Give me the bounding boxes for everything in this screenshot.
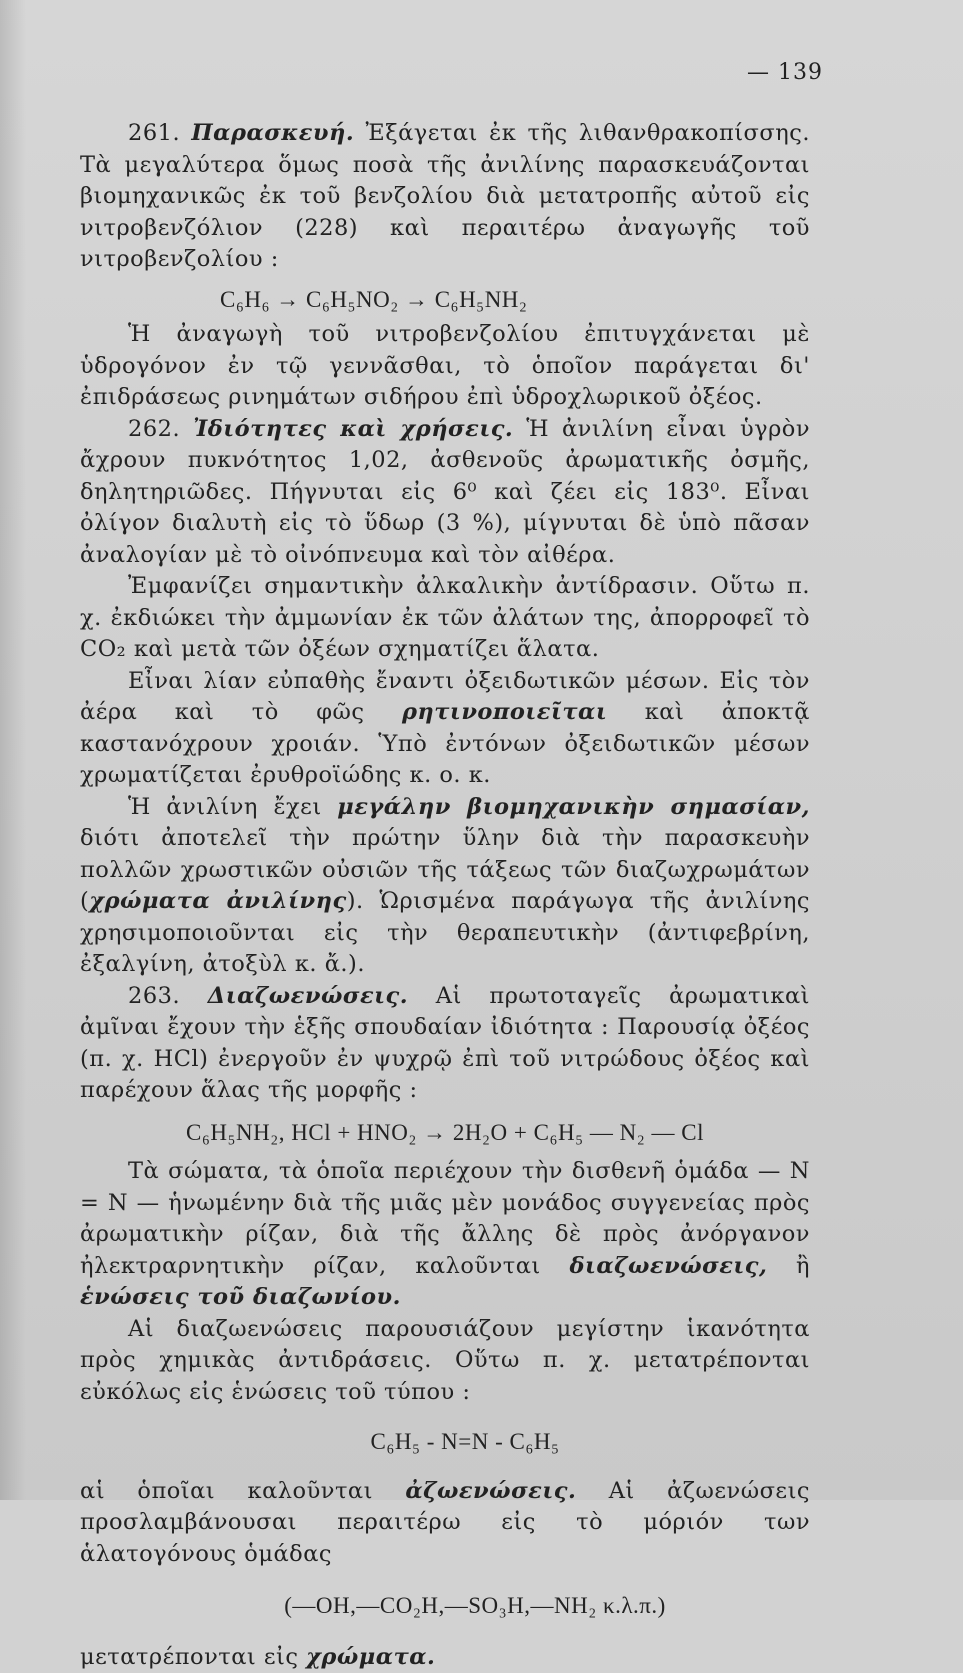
paragraph-263 bbox=[80, 981, 810, 1107]
emphasis-text: διαζωενώσεις, bbox=[569, 1253, 767, 1279]
formula-benzene-to-aniline: C₆H₆ → C₆H₅NO₂ → C₆H₅NH₂ bbox=[80, 284, 810, 316]
section-number: 263. bbox=[128, 983, 180, 1009]
text-run: αἱ ὁποῖαι καλοῦνται bbox=[80, 1478, 373, 1504]
formula-azobenzene: C₆H₅ - N=N - C₆H₅ bbox=[80, 1426, 810, 1458]
text-run: ἢ bbox=[796, 1253, 810, 1279]
text-run: καὶ ἀποκτᾷ καστανόχρουν χροιάν. Ὑπὸ ἐντόνων ὀξειδωτικῶν μέσων χρωματίζεται ἐρυθροϊώδης κ. ο. κ. bbox=[80, 699, 810, 788]
paragraph-262-alkaline: Ἐμφανίζει σημαντικὴν ἀλκαλικὴν ἀντίδρασιν. Οὕτω π. χ. ἐκδιώκει τὴν ἀμμωνίαν ἐκ τῶν ἀλάτων της, ἀπορροφεῖ τὸ CO₂ καὶ μετὰ τῶν ὀξέων σχηματίζει ἅλατα. bbox=[80, 571, 810, 666]
paragraph-text: Αἱ πρωτοταγεῖς ἀρωματικαὶ ἀμῖναι ἔχουν τὴν ἑξῆς σπουδαίαν ἰδιότητα : Παρουσίᾳ ὀξέος (π. χ. HCl) ἐνεργοῦν ἐν ψυχρῷ ἐπὶ τοῦ νιτρώδους ὀξέος καὶ παρέχουν ἅλας τῆς μορφῆς : bbox=[80, 983, 810, 1104]
section-number: 262. bbox=[128, 416, 180, 442]
section-heading: Παρασκευή. bbox=[191, 120, 354, 146]
text-body bbox=[80, 118, 810, 1673]
paragraph-263-reactions: Αἱ διαζωενώσεις παρουσιάζουν μεγίστην ἱκανότητα πρὸς χημικὰς ἀντιδράσεις. Οὕτω π. χ. μετατρέπονται εὐκόλως εἰς ἑνώσεις τοῦ τύπου : bbox=[80, 1314, 810, 1409]
section-heading: Διαζωενώσεις. bbox=[208, 983, 408, 1009]
section-heading: Ἰδιότητες καὶ χρήσεις. bbox=[193, 416, 513, 442]
emphasis-text: ρητινοποιεῖται bbox=[402, 699, 607, 725]
paragraph-261 bbox=[80, 118, 810, 276]
paragraph-263-azo bbox=[80, 1476, 810, 1571]
emphasis-text: μεγάλην βιομηχανικὴν σημασίαν, bbox=[337, 794, 810, 820]
section-number: 261. bbox=[128, 120, 180, 146]
paragraph-263-colors bbox=[80, 1642, 810, 1673]
text-run: Ἡ ἀνιλίνη ἔχει bbox=[128, 794, 322, 820]
text-run: μετατρέπονται εἰς bbox=[80, 1644, 298, 1670]
paragraph-262-industrial bbox=[80, 792, 810, 981]
emphasis-text: χρώματα. bbox=[306, 1644, 435, 1670]
text-run: Τὰ σώματα, τὰ ὁποῖα περιέχουν τὴν δισθενῆ ὁμάδα — N = N — ἡνωμένην διὰ τῆς μιᾶς μὲν μονάδος συγγενείας πρὸς ἀρωματικὴν ρίζαν, διὰ τῆς ἄλλης δὲ πρὸς ἀνόργανον ἠλεκτραρνητικὴν ρίζαν, καλοῦνται bbox=[80, 1158, 810, 1279]
formula-diazotization: C₆H₅NH₂, HCl + HNO₂ → 2H₂O + C₆H₅ — N₂ — Cl bbox=[80, 1117, 810, 1149]
text-run: ). Ὡρισμένα παράγωγα τῆς ἀνιλίνης χρησιμοποιοῦνται εἰς τὴν θεραπευτικὴν (ἀντιφεβρίνη, ἐξαλγίνη, ἀτοξὺλ κ. ἄ.). bbox=[80, 888, 810, 977]
emphasis-text: ἑνώσεις τοῦ διαζωνίου. bbox=[80, 1284, 401, 1310]
text-run: Εἶναι λίαν εὐπαθὴς ἔναντι ὀξειδωτικῶν μέσων. Εἰς τὸν ἀέρα καὶ τὸ φῶς bbox=[80, 668, 810, 726]
emphasis-text: χρώματα ἀνιλίνης bbox=[89, 888, 346, 914]
paragraph-261-reduction: Ἡ ἀναγωγὴ τοῦ νιτροβενζολίου ἐπιτυγχάνεται μὲ ὑδρογόνον ἐν τῷ γεννᾶσθαι, τὸ ὁποῖον παράγεται δι' ἐπιδράσεως ρινημάτων σιδήρου ἐπὶ ὑδροχλωρικοῦ ὀξέος. bbox=[80, 319, 810, 414]
paragraph-text: Ἐξάγεται ἐκ τῆς λιθανθρακοπίσσης. Τὰ μεγαλύτερα ὅμως ποσὰ τῆς ἀνιλίνης παρασκευάζονται βιομηχανικῶς ἐκ τοῦ βενζολίου διὰ μετατροπῆς αὐτοῦ εἰς νιτροβενζόλιον (228) καὶ περαιτέρω ἀναγωγῆς τοῦ νιτροβενζολίου : bbox=[80, 120, 810, 272]
formula-salt-groups: (—OH,—CO₂H,—SO₃H,—NH₂ κ.λ.π.) bbox=[80, 1590, 810, 1622]
paragraph-262 bbox=[80, 414, 810, 572]
paragraph-text: Ἡ ἀνιλίνη εἶναι ὑγρὸν ἄχρουν πυκνότητος 1,02, ἀσθενοῦς ἀρωματικῆς ὀσμῆς, δηλητηριῶδες. Πήγνυται εἰς 6⁰ καὶ ζέει εἰς 183⁰. Εἶναι ὀλίγον διαλυτὴ εἰς τὸ ὕδωρ (3 %), μίγνυται δὲ ὑπὸ πᾶσαν ἀναλογίαν μὲ τὸ οἰνόπνευμα καὶ τὸν αἰθέρα. bbox=[80, 416, 810, 568]
paragraph-263-diazo bbox=[80, 1156, 810, 1314]
text-run: διότι ἀποτελεῖ τὴν πρώτην ὕλην διὰ τὴν παρασκευὴν πολλῶν χρωστικῶν οὐσιῶν τῆς τάξεως τῶν διαζωχρωμάτων ( bbox=[80, 825, 810, 914]
text-run: Αἱ ἀζωενώσεις προσλαμβάνουσαι περαιτέρω εἰς τὸ μόριόν των ἁλατογόνους ὁμάδας bbox=[80, 1478, 810, 1567]
emphasis-text: ἀζωενώσεις. bbox=[405, 1478, 576, 1504]
page-number: — 139 bbox=[747, 60, 823, 85]
paragraph-262-oxidation bbox=[80, 666, 810, 792]
